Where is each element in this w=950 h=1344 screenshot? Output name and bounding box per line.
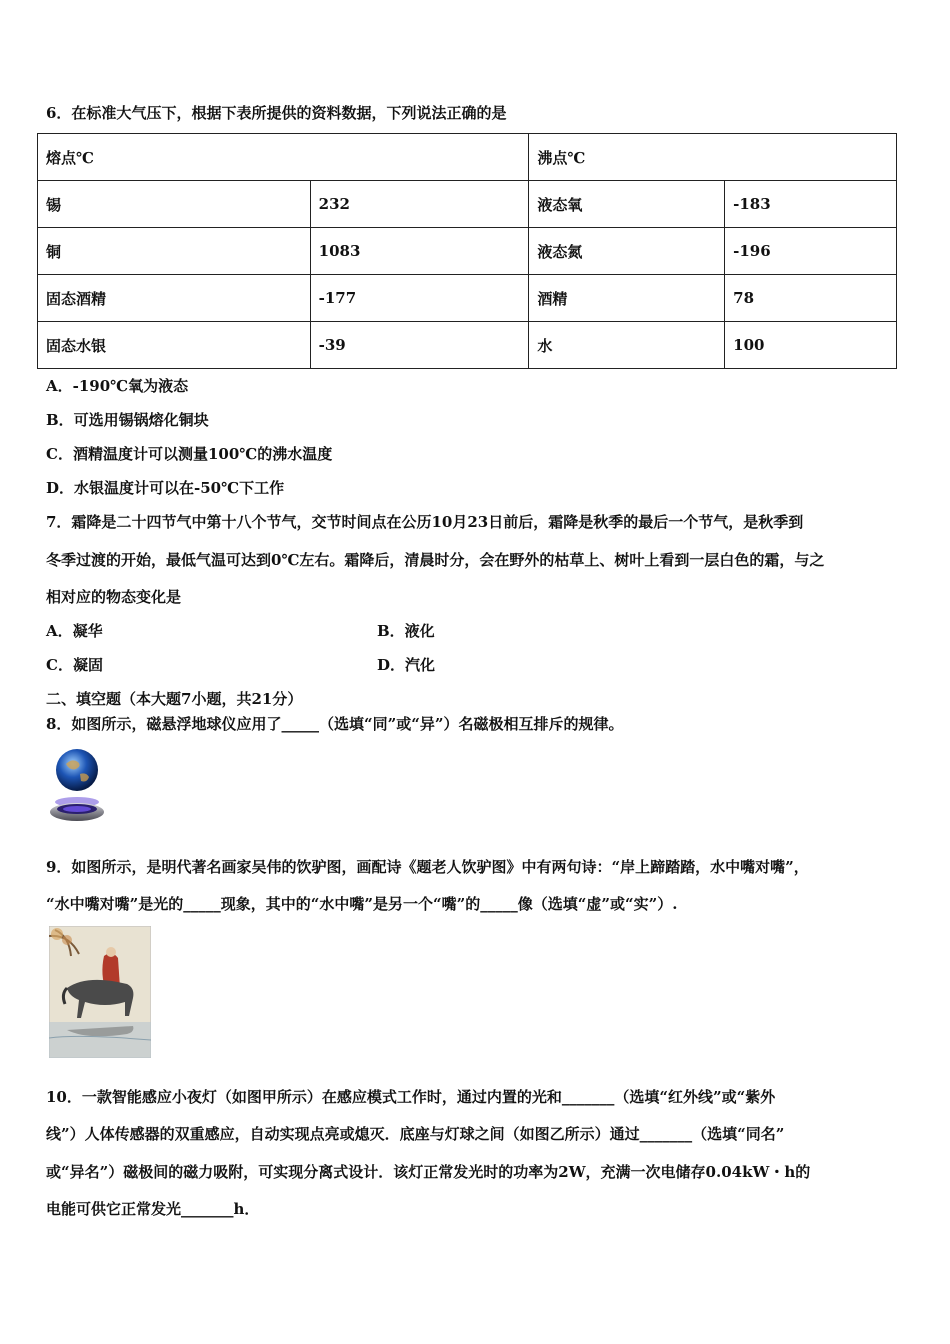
cell-melt-substance: 锡 (38, 181, 311, 228)
q8-stem: 8．如图所示，磁悬浮地球仪应用了_____（选填“同”或“异”）名磁极相互排斥的规律。 (46, 715, 624, 733)
q7-option-b: B．液化 (377, 622, 435, 640)
q6-option-c: C．酒精温度计可以测量100℃的沸水温度 (46, 445, 333, 463)
cell-boil-substance: 液态氮 (529, 228, 725, 275)
cell-boil-value: 100 (725, 322, 897, 369)
cell-boil-substance: 酒精 (529, 275, 725, 322)
cell-boil-value: -183 (725, 181, 897, 228)
header-boiling-point: 沸点℃ (529, 134, 897, 181)
q7-option-d: D．汽化 (377, 656, 436, 674)
melting-boiling-table (37, 133, 897, 369)
cell-boil-value: -196 (725, 228, 897, 275)
cell-boil-value: 78 (725, 275, 897, 322)
table-row (38, 322, 897, 369)
q7-stem-line3: 相对应的物态变化是 (46, 588, 182, 606)
q6-stem: 6．在标准大气压下，根据下表所提供的资料数据，下列说法正确的是 (46, 104, 507, 122)
q6-option-b: B．可选用锡锅熔化铜块 (46, 411, 209, 429)
q7-option-c: C．凝固 (46, 656, 103, 674)
cell-melt-value: -177 (310, 275, 529, 322)
cell-melt-substance: 固态酒精 (38, 275, 311, 322)
table-header-row (38, 134, 897, 181)
header-melting-point: 熔点℃ (38, 134, 529, 181)
cell-boil-substance: 水 (529, 322, 725, 369)
table-row (38, 275, 897, 322)
q10-stem-line4: 电能可供它正常发光_______h． (46, 1200, 260, 1218)
q9-stem-line2: “水中嘴对嘴”是光的_____现象，其中的“水中嘴”是另一个“嘴”的_____像（选填“虚”或“实”）. (46, 895, 678, 913)
q7-stem-line2: 冬季过渡的开始，最低气温可达到0℃左右。霜降后，清晨时分，会在野外的枯草上、树叶上看到一层白色的霜，与之 (46, 551, 825, 569)
table-row (38, 228, 897, 275)
table-row (38, 181, 897, 228)
q7-option-a: A．凝华 (46, 622, 103, 640)
q6-option-a: A．-190℃氧为液态 (46, 377, 189, 395)
q7-stem-line1: 7．霜降是二十四节气中第十八个节气，交节时间点在公历10月23日前后，霜降是秋季的最后一个节气，是秋季到 (46, 513, 804, 531)
q6-option-d: D．水银温度计可以在-50℃下工作 (46, 479, 285, 497)
q9-stem-line1: 9．如图所示，是明代著名画家吴伟的饮驴图，画配诗《题老人饮驴图》中有两句诗：“岸上蹄踏踏，水中嘴对嘴”， (46, 858, 809, 876)
q10-stem-line2: 线”）人体传感器的双重感应，自动实现点亮或熄灭．底座与灯球之间（如图乙所示）通过_______（选填“同名” (46, 1125, 785, 1143)
cell-melt-substance: 铜 (38, 228, 311, 275)
donkey-painting-image (49, 926, 151, 1058)
section-2-heading: 二、填空题（本大题7小题，共21分） (46, 690, 303, 708)
q10-stem-line3: 或“异名”）磁极间的磁力吸附，可实现分离式设计．该灯正常发光时的功率为2W，充满一次电储存0.04kW・h的 (46, 1163, 811, 1181)
maglev-globe-image (46, 746, 108, 830)
cell-melt-substance: 固态水银 (38, 322, 311, 369)
q10-stem-line1: 10．一款智能感应小夜灯（如图甲所示）在感应模式工作时，通过内置的光和_______（选填“红外线”或“紫外 (46, 1088, 776, 1106)
cell-melt-value: 1083 (310, 228, 529, 275)
cell-melt-value: -39 (310, 322, 529, 369)
cell-boil-substance: 液态氧 (529, 181, 725, 228)
cell-melt-value: 232 (310, 181, 529, 228)
